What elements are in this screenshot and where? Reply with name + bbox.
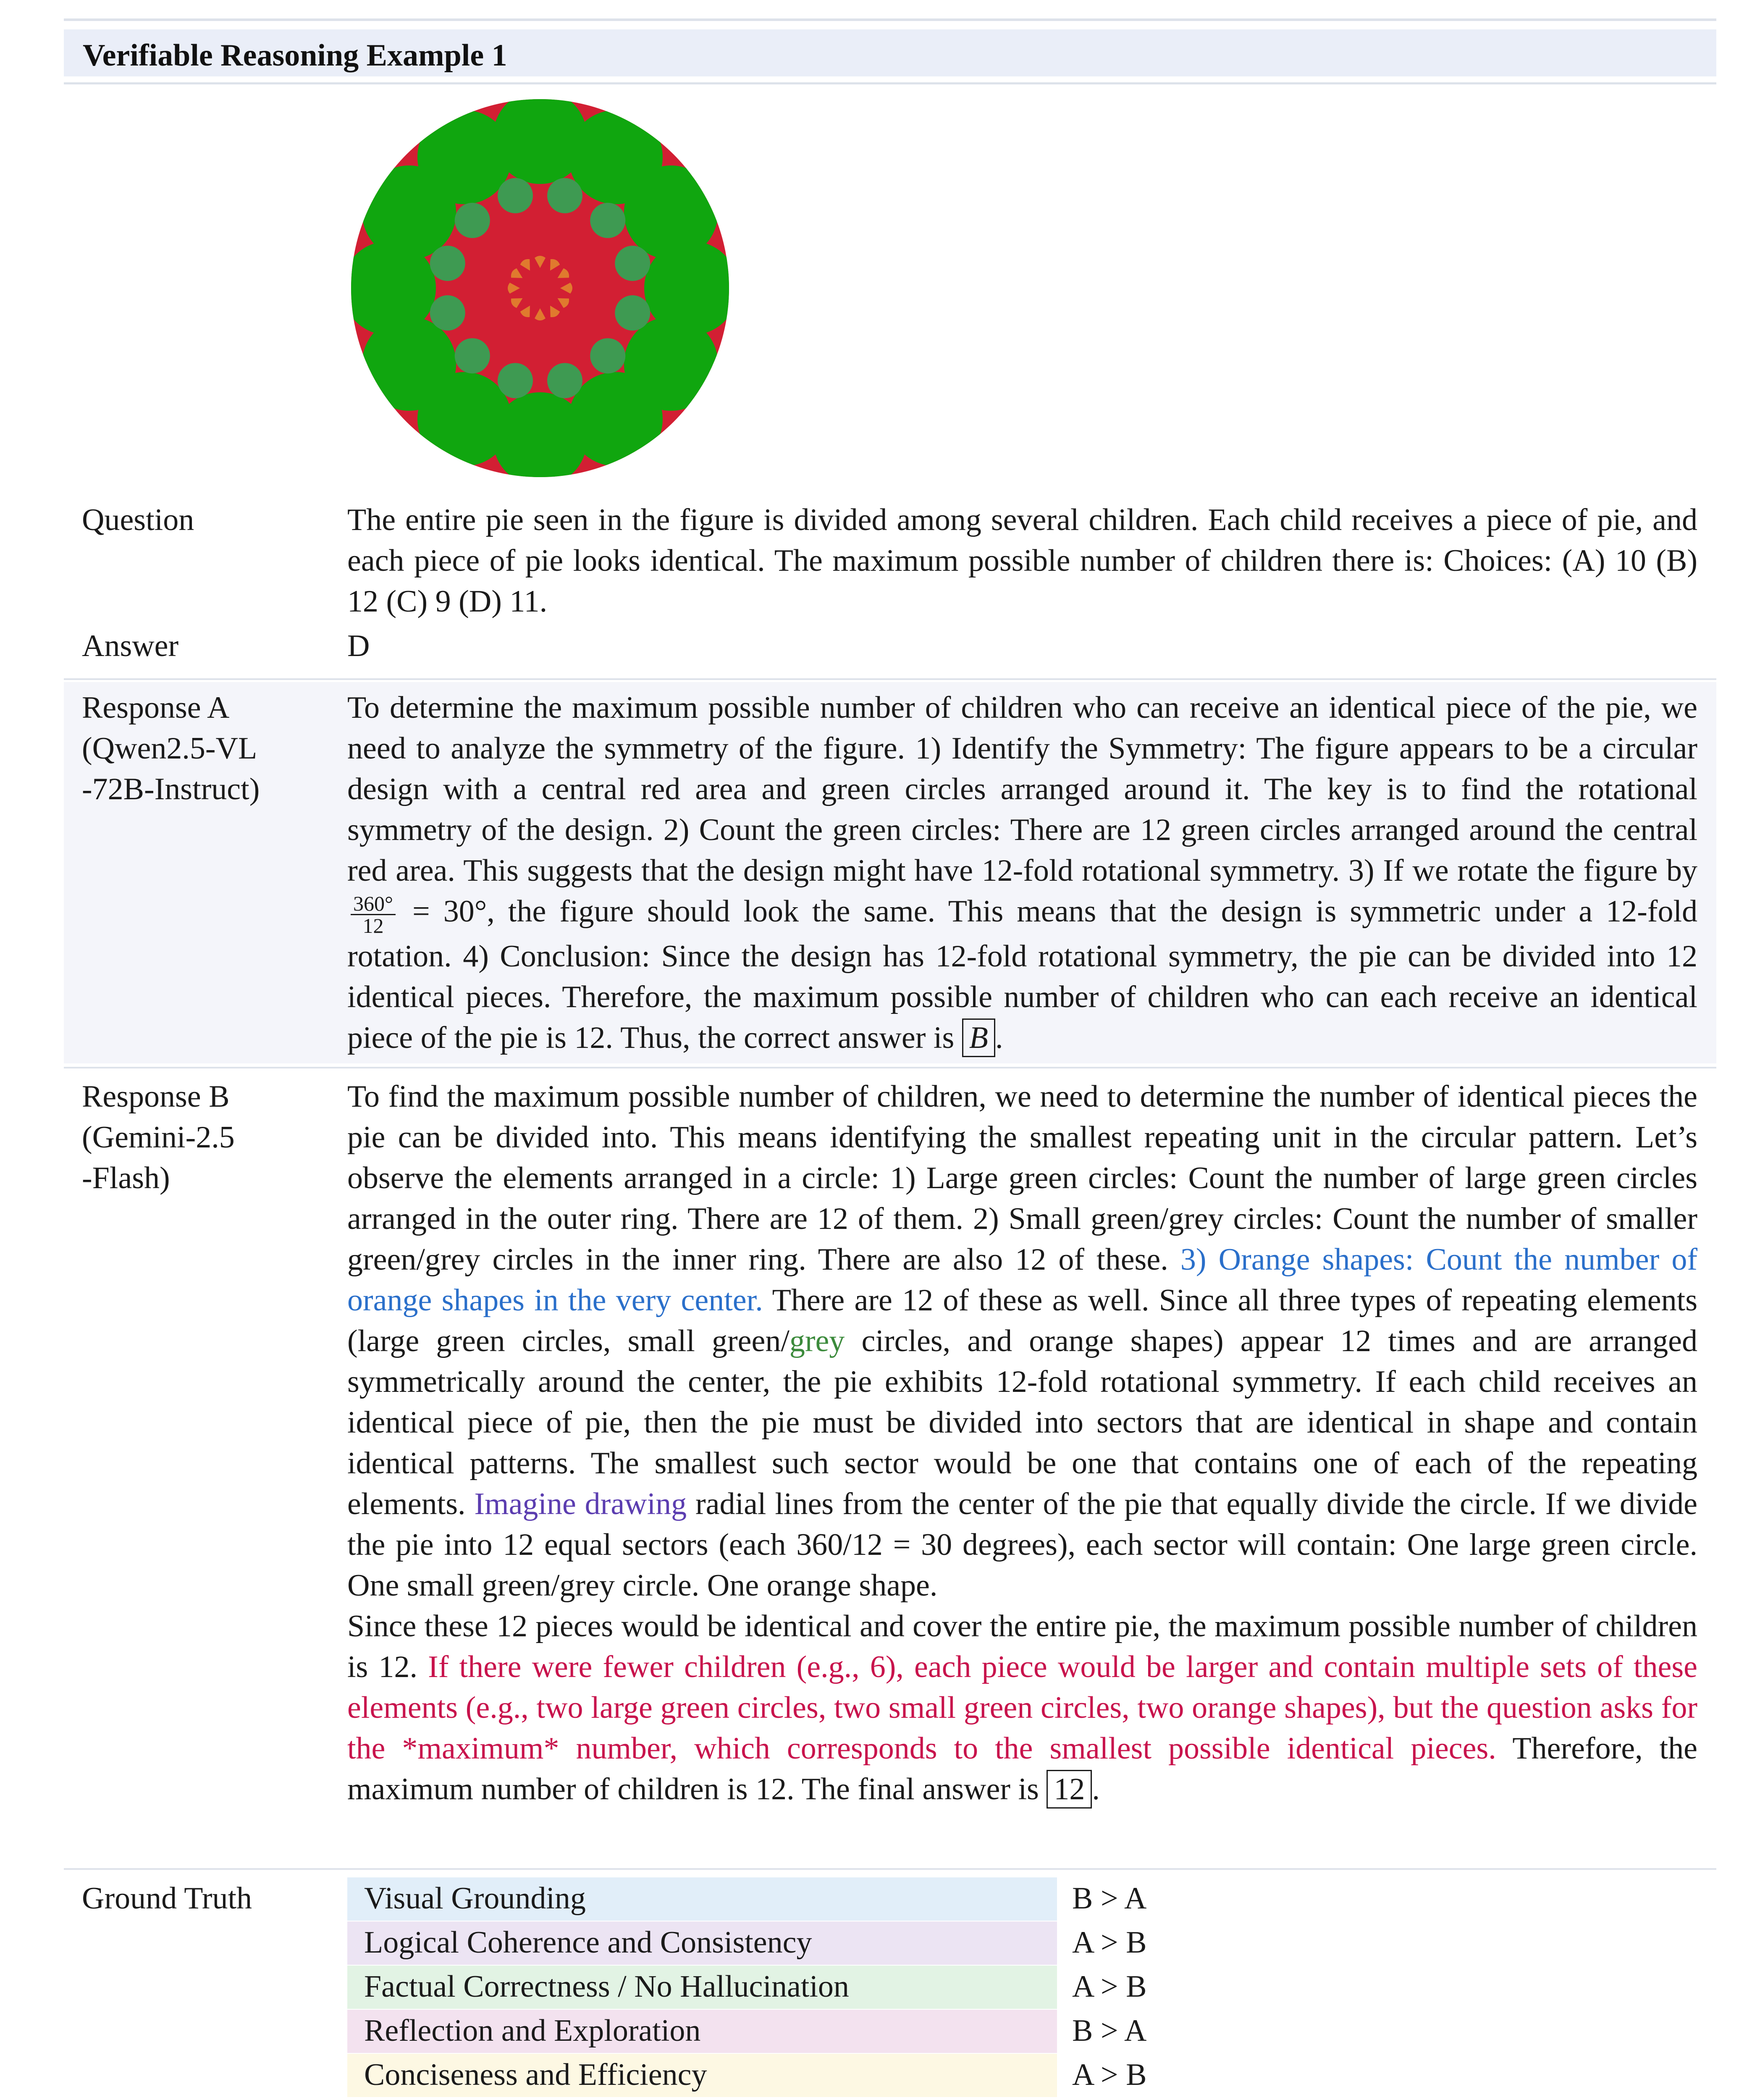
small-green-circle [498, 363, 533, 398]
small-green-circle [455, 338, 490, 373]
small-green-circle [590, 338, 625, 373]
response-b-label-line3: -Flash) [82, 1161, 170, 1195]
small-green-circle [615, 295, 650, 331]
response-b-text [347, 1076, 1697, 1810]
gt-verdict-factual-correctness: A > B [1072, 1969, 1147, 2004]
response-b-label-line2: (Gemini-2.5 [82, 1120, 235, 1155]
response-b-paragraph-1: To find the maximum possible number of children, we need to determine the number of identical pieces the pie can be divided into. This means identifying the smallest repeating unit in the circular pattern. Let’s observe the elements arranged in a circle: 1) Large green circles: Count the number of large green circles arranged in the outer ring. There are 12 of them. 2) Small green/grey circles: Count the number of smaller green/grey circles in the inner ring. There are also 12 of these. 3) Orange shapes: Count the number of orange shapes in the very center. There are 12 of these as well. Since all three types of repeating elements (large green circles, small green/grey circles, and orange shapes) appear 12 times and are arranged symmetrically around the center, the pie exhibits 12-fold rotational symmetry. If each child receives an identical piece of pie, then the pie must be divided into sectors that are identical in shape and contain identical patterns. The smallest such sector would be one that contains one of each of the repeating elements. Imagine drawing radial lines from the center of the pie that equally divide the circle. If we divide the pie into 12 equal sectors (each 360/12 = 30 degrees), each sector will contain: One large green circle. One small green/grey circle. One orange shape. [347, 1079, 1698, 1603]
gt-verdict-reflection: B > A [1072, 2013, 1147, 2048]
small-green-circle [590, 203, 625, 238]
fraction-denominator: 12 [362, 914, 384, 937]
example-header [64, 29, 1716, 76]
question-label: Question [82, 503, 194, 537]
fraction-numerator: 360° [351, 893, 396, 915]
gt-verdict-logical-coherence: A > B [1072, 1925, 1147, 1960]
rule-before-response-b [64, 1067, 1716, 1068]
response-b-green-highlight: grey [789, 1324, 845, 1358]
gt-row-factual-correctness: Factual Correctness / No Hallucination [347, 1966, 1057, 2009]
response-a-text: To determine the maximum possible number of children who can receive an identical piece of the pie, we need to analyze the symmetry of the figure. 1) Identify the Symmetry: The figure appears to be a circular design with a central red area and green circles arranged around it. The key is to find the rotational symmetry of the design. 2) Count the green circles: There are 12 green circles arranged around the central red area. This suggests that the design might have 12-fold rotational symmetry. 3) If we rotate the figure by $\frac{360^\circ}{12}$ = 30°, the figure should look the same. This means that the design is symmetric under a 12-fold rotation. 4) Conclusion: Since the design has 12-fold rotational symmetry, the pie can be divided into 12 identical pieces. Therefore, the maximum possible number of children who can each receive an identical piece of the pie is 12. Thus, the correct answer is B . [347, 688, 1697, 1058]
gt-verdict-visual-grounding: B > A [1072, 1881, 1147, 1916]
response-b-purple-highlight: Imagine drawing [474, 1487, 687, 1521]
question-text: The entire pie seen in the figure is divided among several children. Each child receives a piece of pie, and each piece of pie looks identical. The maximum possible number of children there is: Choices: (A) 10 (B) 12 (C) 9 (D) 11. [347, 503, 1697, 619]
header-rule [64, 82, 1716, 84]
gt-row-logical-coherence: Logical Coherence and Consistency [347, 1922, 1057, 1965]
small-green-circle [430, 246, 465, 281]
response-a-label [82, 688, 260, 810]
answer-value: D [347, 629, 370, 663]
answer-label: Answer [82, 629, 179, 663]
large-green-circle [417, 110, 511, 204]
response-a-label-line3: -72B-Instruct) [82, 772, 260, 806]
response-a-label-line1: Response A [82, 690, 230, 725]
ground-truth-label: Ground Truth [82, 1881, 252, 1916]
gt-verdict-conciseness: A > B [1072, 2058, 1147, 2092]
rule-before-response-a [64, 678, 1716, 680]
response-b-boxed-answer: 12 [1047, 1770, 1092, 1809]
small-green-circle [430, 295, 465, 331]
response-a-boxed-answer: B [962, 1018, 995, 1057]
response-a-label-line2: (Qwen2.5-VL [82, 731, 257, 766]
small-green-circle [615, 246, 650, 281]
small-green-circle [547, 178, 582, 213]
gt-row-reflection: Reflection and Exploration [347, 2010, 1057, 2053]
small-green-circle [547, 363, 582, 398]
response-a-part2: = 30°, the figure should look the same. This means that the design is symmetric under a 12-fold rotation. 4) Conclusion: Since the design has 12-fold rotational symmetry, the pie can be divided into 12 identical pieces. Therefore, the maximum possible number of children who can each receive an identical piece of the pie is 12. Thus, the correct answer is [347, 894, 1698, 1055]
top-rule [64, 18, 1716, 21]
response-b-paragraph-2: Since these 12 pieces would be identical and cover the entire pie, the maximum possible number of children is 12. If there were fewer children (e.g., 6), each piece would be larger and contain multiple sets of these elements (e.g., two large green circles, two small green circles, two orange shapes), but the question asks for the *maximum* number, which corresponds to the smallest possible identical pieces. Therefore, the maximum number of children is 12. The final answer is 12 . [347, 1606, 1697, 1810]
response-b-label-line1: Response B [82, 1079, 230, 1114]
pie-figure [349, 97, 731, 479]
small-green-circle [455, 203, 490, 238]
response-b-red-highlight: If there were fewer children (e.g., 6), each piece would be larger and contain multiple sets of these elements (e.g., two large green circles, two small green circles, two orange shapes), but the question asks for the *maximum* number, which corresponds to the smallest possible identical pieces. [347, 1650, 1698, 1766]
response-b-label [82, 1076, 235, 1199]
gt-row-visual-grounding: Visual Grounding [347, 1877, 1057, 1921]
pie-chart [349, 97, 731, 479]
small-green-circle [498, 178, 533, 213]
example-title: Verifiable Reasoning Example 1 [83, 38, 507, 73]
response-a-part1: To determine the maximum possible number of children who can receive an identical piece of the pie, we need to analyze the symmetry of the figure. 1) Identify the Symmetry: The figure appears to be a circular design with a central red area and green circles arranged around it. The key is to find the rotational symmetry of the design. 2) Count the green circles: There are 12 green circles arranged around the central red area. This suggests that the design might have 12-fold rotational symmetry. 3) If we rotate the figure by [347, 690, 1697, 888]
rotation-fraction [351, 893, 396, 936]
rule-before-ground-truth [64, 1868, 1716, 1870]
gt-row-conciseness: Conciseness and Efficiency [347, 2054, 1057, 2097]
response-b-blue-highlight: 3) Orange shapes: Count the number of orange shapes in the very center. [347, 1242, 1697, 1318]
